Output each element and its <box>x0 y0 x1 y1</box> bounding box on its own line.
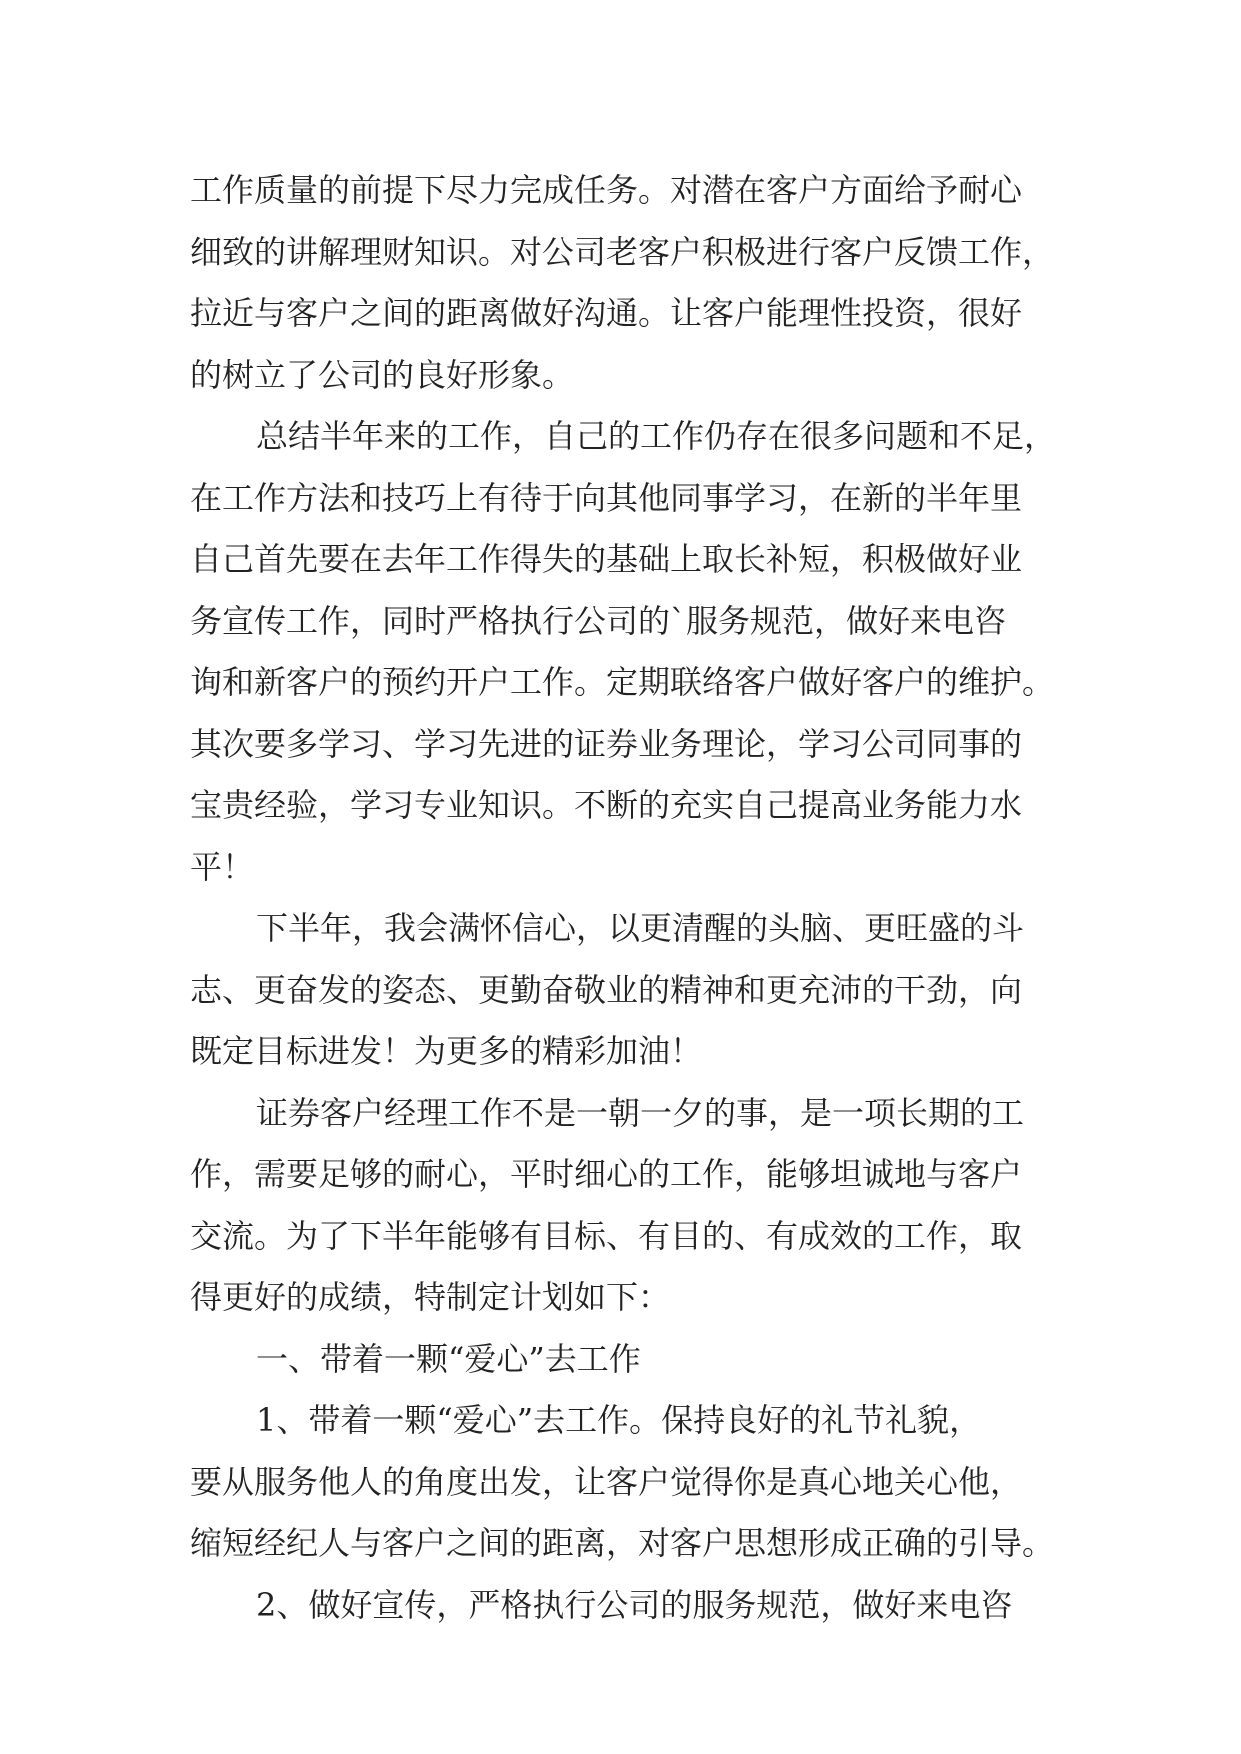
document-line: 的树立了公司的良好形象。 <box>190 355 575 394</box>
document-line: 下半年，我会满怀信心，以更清醒的头脑、更旺盛的斗 <box>256 909 1025 947</box>
document-line: 务宣传工作，同时严格执行公司的`服务规范，做好来电咨 <box>190 601 1007 640</box>
document-line: 自己首先要在去年工作得失的基础上取长补短，积极做好业 <box>190 540 1023 578</box>
document-line: 既定目标进发！为更多的精彩加油！ <box>190 1032 703 1070</box>
document-body <box>190 160 1090 1636</box>
document-line: 志、更奋发的姿态、更勤奋敬业的精神和更充沛的干劲，向 <box>190 970 1023 1009</box>
document-line: 宝贵经验，学习专业知识。不断的充实自己提高业务能力水 <box>190 786 1023 824</box>
document-line: 要从服务他人的角度出发，让客户觉得你是真心地关心他， <box>190 1462 1023 1501</box>
document-line: 在工作方法和技巧上有待于向其他同事学习，在新的半年里 <box>190 478 1023 517</box>
document-line: 证券客户经理工作不是一朝一夕的事，是一项长期的工 <box>256 1093 1025 1132</box>
document-line: 拉近与客户之间的距离做好沟通。让客户能理性投资，很好 <box>190 294 1023 332</box>
document-line: 缩短经纪人与客户之间的距离，对客户思想形成正确的引导。 <box>190 1524 1055 1562</box>
document-line: 作，需要足够的耐心，平时细心的工作，能够坦诚地与客户 <box>190 1155 1023 1193</box>
document-line: 1、带着一颗“爱心”去工作。保持良好的礼节礼貌， <box>256 1401 982 1439</box>
document-line: 工作质量的前提下尽力完成任务。对潜在客户方面给予耐心 <box>190 171 1023 209</box>
document-line: 总结半年来的工作，自己的工作仍存在很多问题和不足， <box>256 417 1057 455</box>
document-line: 其次要多学习、学习先进的证券业务理论，学习公司同事的 <box>190 724 1023 763</box>
document-line: 一、带着一颗“爱心”去工作 <box>256 1339 641 1378</box>
document-line: 交流。为了下半年能够有目标、有目的、有成效的工作，取 <box>190 1216 1023 1255</box>
document-line: 细致的讲解理财知识。对公司老客户积极进行客户反馈工作， <box>190 232 1055 271</box>
document-line: 2、做好宣传，严格执行公司的服务规范，做好来电咨 <box>256 1585 1013 1624</box>
document-line: 平！ <box>190 847 255 886</box>
document-line: 得更好的成绩，特制定计划如下： <box>190 1278 671 1316</box>
document-line: 询和新客户的预约开户工作。定期联络客户做好客户的维护。 <box>190 663 1055 701</box>
